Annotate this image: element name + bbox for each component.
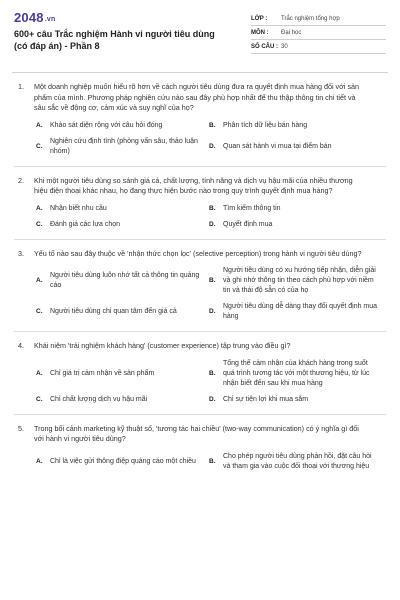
question-item [14, 249, 386, 333]
question-row [14, 82, 386, 114]
question-row [14, 176, 386, 197]
option-text: Nhận biết nhu cầu [50, 204, 107, 212]
answer-option[interactable] [209, 118, 386, 134]
site-logo[interactable] [14, 10, 219, 25]
option-label: B. [209, 204, 216, 212]
header-left [14, 10, 219, 72]
answer-option[interactable] [209, 392, 386, 408]
option-label: A. [36, 204, 43, 212]
option-label: C. [36, 142, 43, 150]
option-text: Chỉ chất lượng dịch vụ hậu mãi [50, 395, 148, 403]
question-number: 1. [18, 82, 24, 91]
option-label: A. [36, 457, 43, 465]
question-text: Một doanh nghiệp muốn hiểu rõ hơn về cách người tiêu dùng đưa ra quyết định mua hàng đối với sản phẩm của mình. Phương pháp nghiên cứu nào sau đây phù hợp nhất để thu thập thông tin chi tiết và sâu sắc về động cơ, cảm xúc và suy nghĩ của họ? [34, 82, 360, 112]
option-label: D. [209, 395, 216, 403]
answer-option[interactable] [209, 299, 386, 325]
option-text: Tổng thể cảm nhận của khách hàng trong suốt quá trình tương tác với một thương hiệu, từ lúc nhận biết đến sau khi mua hàng [223, 359, 370, 387]
question-divider [14, 414, 386, 415]
question-number: 2. [18, 175, 24, 185]
option-text: Người tiêu dùng dễ dàng thay đổi quyết định mua hàng [223, 303, 378, 320]
question-text: Yếu tố nào sau đây thuộc về 'nhận thức chọn lọc' (selective perception) trong hành vi người tiêu dùng? [34, 248, 362, 258]
answer-option[interactable] [209, 134, 386, 160]
option-label: C. [36, 395, 43, 403]
document-header [14, 10, 386, 72]
option-text: Người tiêu dùng luôn nhớ tất cả thông tin quảng cáo [50, 272, 200, 289]
option-label: A. [36, 121, 43, 129]
question-text: Khi một người tiêu dùng so sánh giá cả, chất lượng, tính năng và dịch vụ hậu mãi của nhiều thương hiệu điện thoại khác nhau, họ đang thực hiện bước nào trong quy trình quyết định mua hàng? [34, 175, 353, 195]
meta-label: LỚP : [251, 16, 268, 22]
option-label: C. [36, 220, 43, 228]
option-text: Cho phép người tiêu dùng phản hồi, đặt câu hỏi và tham gia vào cuộc đối thoại với thương hiệu [223, 452, 372, 470]
question-divider [14, 239, 386, 240]
option-text: Người tiêu dùng chỉ quan tâm đến giá cả [50, 308, 177, 315]
option-label: D. [209, 308, 216, 315]
header-divider [12, 72, 388, 73]
option-text: Phân tích dữ liệu bán hàng [223, 121, 308, 129]
option-label: A. [36, 277, 43, 284]
question-item [14, 424, 386, 475]
document-title: 600+ câu Trắc nghiệm Hành vi người tiêu dùng (có đáp án) - Phần 8 [14, 29, 215, 51]
answer-options [36, 449, 386, 475]
meta-label: MÔN : [251, 30, 269, 36]
question-text: Trong bối cảnh marketing kỹ thuật số, 'tương tác hai chiều' (two-way communication) có ý nghĩa gì đối với hành vi người tiêu dùng? [34, 423, 359, 443]
answer-option[interactable] [36, 299, 209, 325]
option-text: Quan sát hành vi mua tại điểm bán [223, 142, 332, 150]
option-text: Chỉ sự tiện lợi khi mua sắm [223, 395, 309, 403]
option-label: C. [36, 308, 43, 315]
answer-options [36, 263, 386, 325]
logo-text: 2048 [14, 10, 44, 25]
answer-option[interactable] [36, 449, 209, 475]
option-label: B. [209, 457, 216, 465]
answer-options [36, 201, 386, 233]
option-label: D. [209, 220, 216, 228]
answer-option[interactable] [36, 217, 209, 233]
logo-suffix: .vn [44, 16, 56, 23]
option-label: D. [209, 142, 216, 150]
option-label: B. [209, 277, 216, 284]
question-number: 4. [18, 341, 24, 350]
question-item [14, 82, 386, 167]
option-text: Nghiên cứu định tính (phỏng vấn sâu, thảo luận nhóm) [50, 137, 198, 155]
option-text: Đánh giá các lựa chọn [50, 220, 121, 228]
question-row [14, 341, 386, 352]
question-row [14, 249, 386, 260]
option-text: Chỉ là việc gửi thông điệp quảng cáo một chiều [50, 457, 196, 465]
question-list [14, 82, 386, 475]
option-label: B. [209, 369, 216, 377]
question-item [14, 176, 386, 240]
question-text: Khái niệm 'trải nghiệm khách hàng' (customer experience) tập trung vào điều gì? [34, 341, 291, 350]
answer-options [36, 118, 386, 160]
option-text: Chỉ giá trị cảm nhận về sản phẩm [50, 369, 155, 377]
option-label: A. [36, 369, 43, 377]
answer-option[interactable] [209, 356, 386, 392]
answer-options [36, 356, 386, 408]
answer-option[interactable] [209, 449, 386, 475]
option-label: B. [209, 121, 216, 129]
option-text: Tìm kiếm thông tin [223, 204, 281, 212]
answer-option[interactable] [36, 118, 209, 134]
answer-option[interactable] [36, 201, 209, 217]
meta-row [251, 12, 386, 26]
question-divider [14, 331, 386, 332]
option-text: Quyết định mua [223, 220, 273, 228]
question-item [14, 341, 386, 415]
document-meta [251, 12, 386, 72]
answer-option[interactable] [36, 134, 209, 160]
option-text: Người tiêu dùng có xu hướng tiếp nhận, diễn giải và ghi nhớ thông tin theo cách phù hợp với niềm tin và thái độ sẵn có của họ [223, 267, 376, 294]
answer-option[interactable] [209, 217, 386, 233]
answer-option[interactable] [36, 263, 209, 299]
answer-option[interactable] [36, 392, 209, 408]
option-text: Khảo sát diện rộng với câu hỏi đóng [50, 121, 163, 129]
answer-option[interactable] [209, 201, 386, 217]
answer-option[interactable] [36, 356, 209, 392]
meta-row [251, 40, 386, 54]
question-number: 3. [18, 248, 24, 258]
meta-value: Trắc nghiệm tổng hợp [281, 16, 340, 22]
question-number: 5. [18, 423, 24, 433]
meta-row [251, 26, 386, 40]
answer-option[interactable] [209, 263, 386, 299]
question-divider [14, 166, 386, 167]
question-row [14, 424, 386, 445]
meta-value: Đại học [281, 30, 302, 36]
meta-value: 30 [281, 44, 288, 50]
meta-label: SỐ CÂU : [251, 44, 278, 50]
